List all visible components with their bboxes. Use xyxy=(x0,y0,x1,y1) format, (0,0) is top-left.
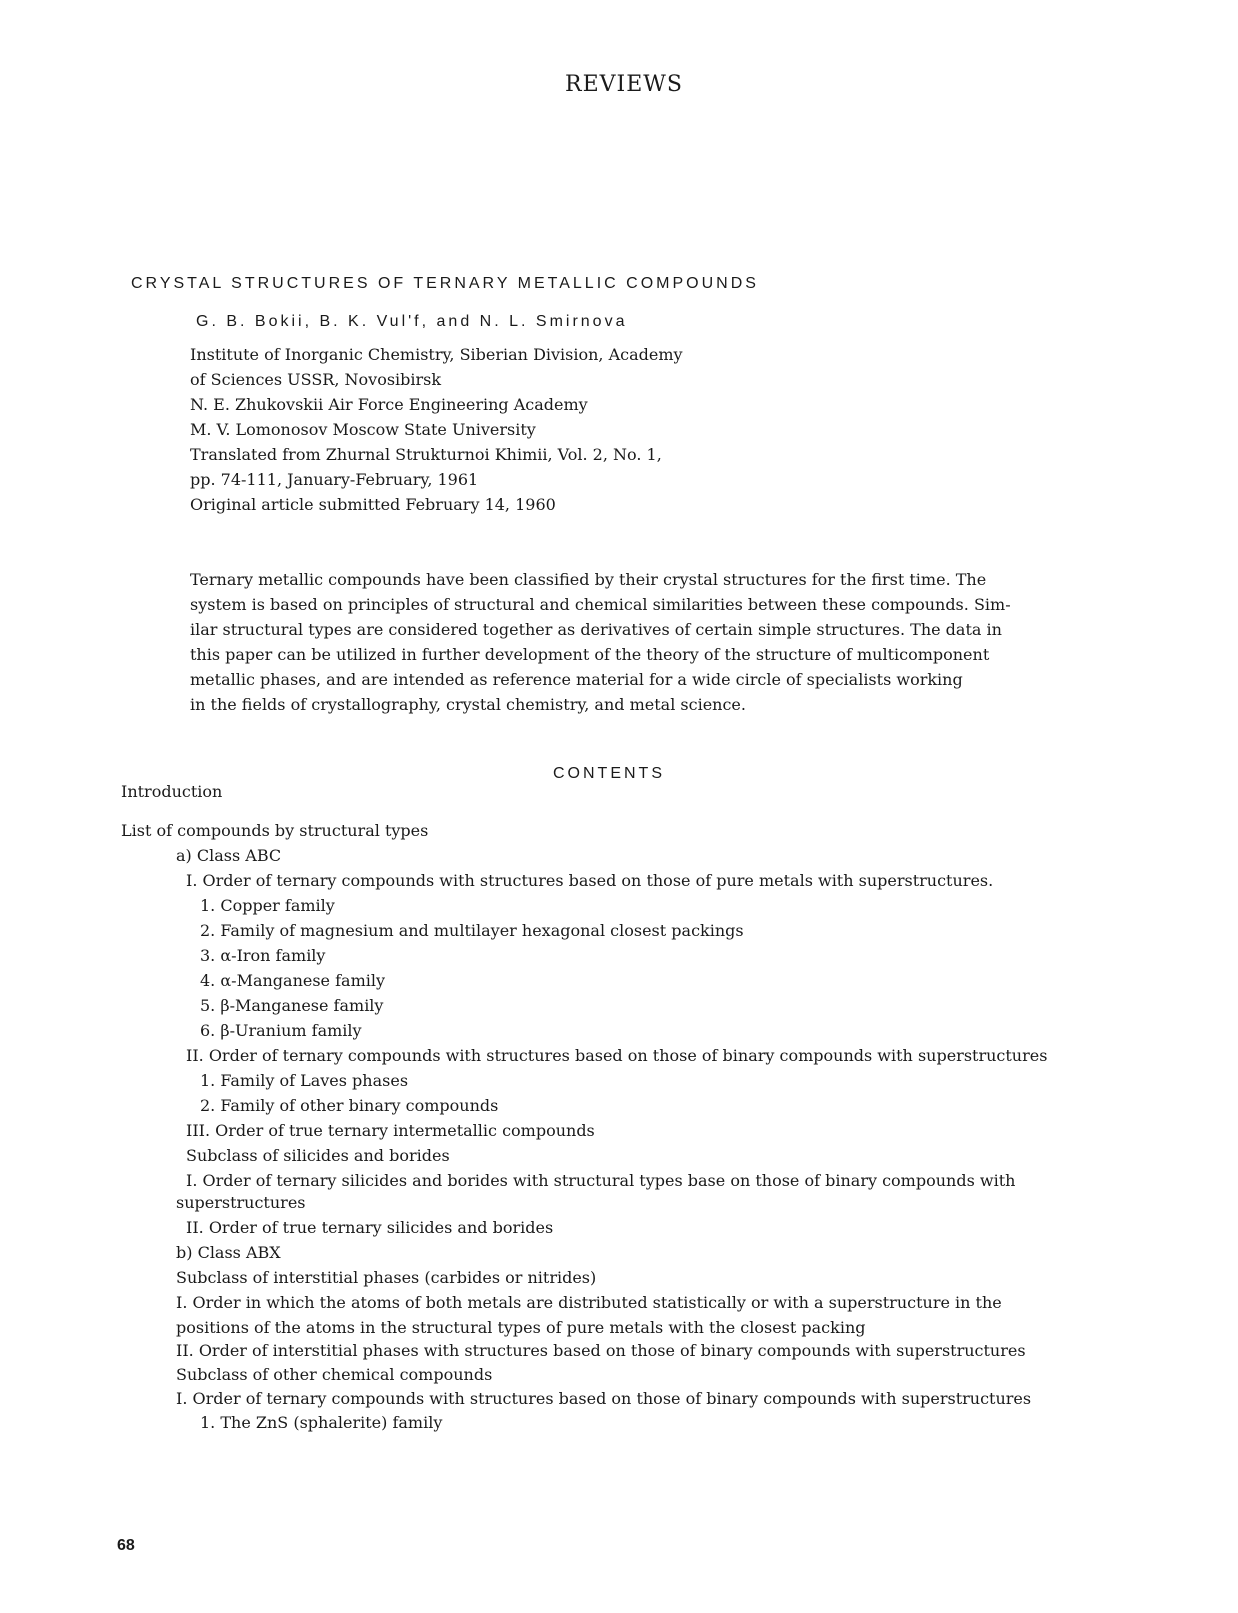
toc-item: II. Order of interstitial phases with structures based on those of binary compounds with superstructures xyxy=(176,1341,1026,1360)
toc-item: 4. α-Manganese family xyxy=(200,971,386,990)
abstract-line: this paper can be utilized in further development of the theory of the structure of multicomponent xyxy=(190,645,990,664)
abstract-line: Ternary metallic compounds have been classified by their crystal structures for the first time. The xyxy=(190,570,987,589)
affiliation-line: Translated from Zhurnal Strukturnoi Khimii, Vol. 2, No. 1, xyxy=(190,445,662,464)
toc-item: II. Order of true ternary silicides and borides xyxy=(186,1218,554,1237)
toc-item: II. Order of ternary compounds with structures based on those of binary compounds with superstructures xyxy=(186,1046,1048,1065)
toc-item: 2. Family of magnesium and multilayer hexagonal closest packings xyxy=(200,921,744,940)
toc-item: 5. β-Manganese family xyxy=(200,996,384,1015)
toc-item: Subclass of other chemical compounds xyxy=(176,1365,493,1384)
toc-item: Subclass of interstitial phases (carbides or nitrides) xyxy=(176,1268,597,1287)
toc-item: a) Class ABC xyxy=(176,846,282,865)
abstract-line: ilar structural types are considered together as derivatives of certain simple structures. The data in xyxy=(190,620,1002,639)
toc-item: 6. β-Uranium family xyxy=(200,1021,362,1040)
abstract-line: system is based on principles of structural and chemical similarities between these compounds. Sim- xyxy=(190,595,1011,614)
toc-item: I. Order of ternary compounds with structures based on those of binary compounds with superstructures xyxy=(176,1389,1032,1408)
affiliation-line: Institute of Inorganic Chemistry, Siberian Division, Academy xyxy=(190,345,683,364)
contents-heading: CONTENTS xyxy=(553,765,665,782)
toc-item: 1. The ZnS (sphalerite) family xyxy=(200,1413,443,1432)
abstract-line: metallic phases, and are intended as reference material for a wide circle of specialists working xyxy=(190,670,963,689)
article-authors: G. B. Bokii, B. K. Vul'f, and N. L. Smirnova xyxy=(196,313,628,330)
affiliation-line: pp. 74-111, January-February, 1961 xyxy=(190,470,479,489)
affiliation-line: Original article submitted February 14, 1960 xyxy=(190,495,556,514)
affiliation-line: of Sciences USSR, Novosibirsk xyxy=(190,370,442,389)
toc-item: positions of the atoms in the structural types of pure metals with the closest packing xyxy=(176,1318,866,1337)
toc-item: I. Order of ternary silicides and borides with structural types base on those of binary compounds with xyxy=(186,1171,1016,1190)
abstract-line: in the fields of crystallography, crystal chemistry, and metal science. xyxy=(190,695,746,714)
toc-introduction: Introduction xyxy=(121,782,223,801)
toc-item: I. Order in which the atoms of both metals are distributed statistically or with a superstructure in the xyxy=(176,1293,1002,1312)
toc-item: III. Order of true ternary intermetallic compounds xyxy=(186,1121,595,1140)
toc-item: List of compounds by structural types xyxy=(121,821,429,840)
affiliation-line: N. E. Zhukovskii Air Force Engineering Academy xyxy=(190,395,588,414)
section-heading: REVIEWS xyxy=(565,72,683,97)
toc-item: 1. Family of Laves phases xyxy=(200,1071,409,1090)
toc-item: I. Order of ternary compounds with structures based on those of pure metals with superstructures. xyxy=(186,871,994,890)
toc-item: Subclass of silicides and borides xyxy=(186,1146,450,1165)
page-number: 68 xyxy=(117,1537,135,1554)
toc-item: 2. Family of other binary compounds xyxy=(200,1096,499,1115)
toc-item: b) Class ABX xyxy=(176,1243,281,1262)
toc-item: 3. α-Iron family xyxy=(200,946,326,965)
article-title: CRYSTAL STRUCTURES OF TERNARY METALLIC COMPOUNDS xyxy=(131,275,759,292)
affiliation-line: M. V. Lomonosov Moscow State University xyxy=(190,420,536,439)
toc-item: 1. Copper family xyxy=(200,896,335,915)
toc-item: superstructures xyxy=(176,1193,306,1212)
